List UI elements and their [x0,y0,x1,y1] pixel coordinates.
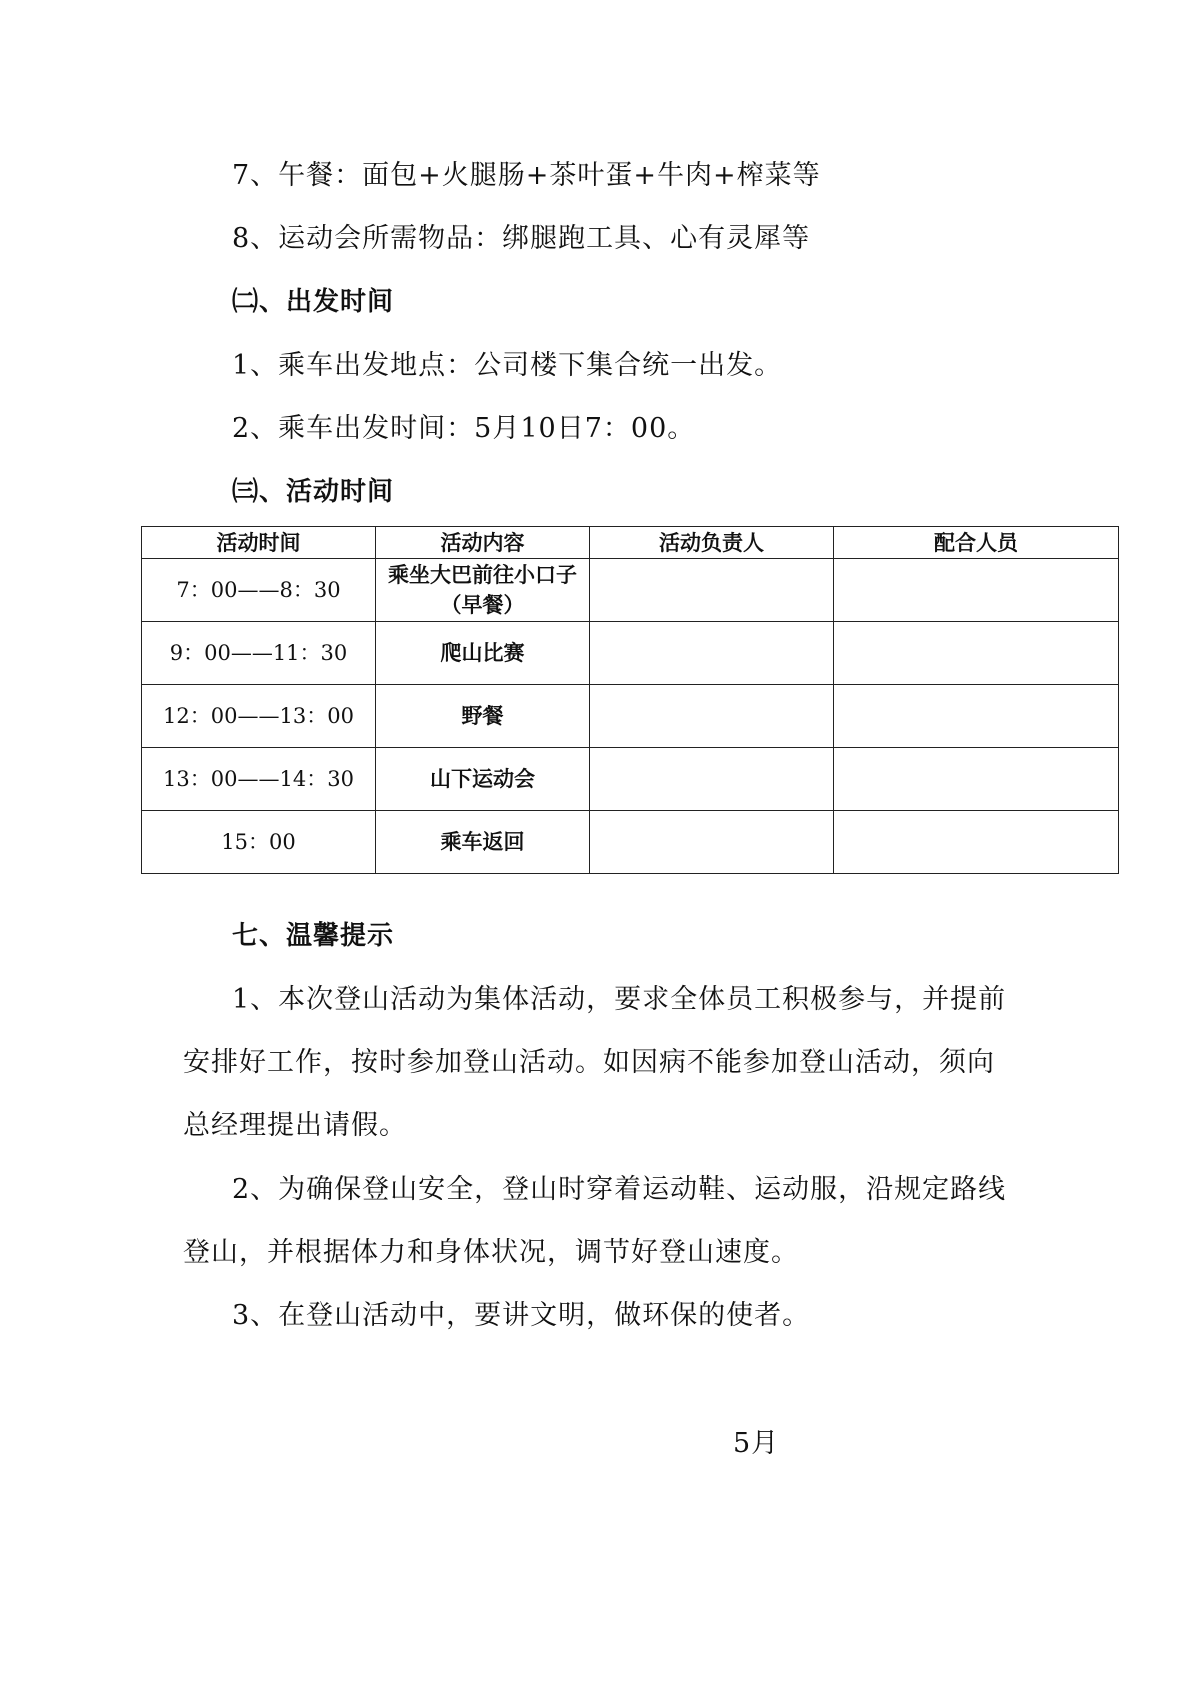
tip1-line3: 总经理提出请假。 [183,1110,407,1141]
row-content: 野餐 [376,685,590,748]
row-time: 15：00 [142,811,376,874]
row-support [834,811,1119,874]
header-time: 活动时间 [142,527,376,559]
row-time: 9：00——11：30 [142,622,376,685]
row-support [834,748,1119,811]
tip1-line1: 1、本次登山活动为集体活动，要求全体员工积极参与，并提前 [232,984,1007,1015]
row-lead [590,559,834,622]
table-row [142,748,1119,811]
row-content: 山下运动会 [376,748,590,811]
row-time: 7：00——8：30 [142,559,376,622]
activity-schedule-table [141,526,1119,874]
sports-supplies-item: 8、运动会所需物品：绑腿跑工具、心有灵犀等 [232,223,811,254]
row-lead [590,685,834,748]
tip3-line1: 3、在登山活动中，要讲文明，做环保的使者。 [232,1300,811,1331]
row-lead [590,748,834,811]
table-row [142,622,1119,685]
table-row [142,811,1119,874]
tip2-line2: 登山，并根据体力和身体状况，调节好登山速度。 [183,1237,799,1268]
row-content: 爬山比赛 [376,622,590,685]
departure-time: 2、乘车出发时间：5月10日7：00。 [232,413,696,444]
header-content: 活动内容 [376,527,590,559]
table-row [142,685,1119,748]
tip1-line2: 安排好工作，按时参加登山活动。如因病不能参加登山活动，须向 [183,1047,995,1078]
table-row [142,559,1119,622]
header-support: 配合人员 [834,527,1119,559]
row-lead [590,622,834,685]
row-content: 乘车返回 [376,811,590,874]
tip2-line1: 2、为确保登山安全，登山时穿着运动鞋、运动服，沿规定路线 [232,1174,1007,1205]
departure-location: 1、乘车出发地点：公司楼下集合统一出发。 [232,350,783,381]
row-support [834,685,1119,748]
departure-heading: ㈡、出发时间 [232,287,395,317]
table-header-row [142,527,1119,559]
row-lead [590,811,834,874]
row-time: 12：00——13：00 [142,685,376,748]
row-support [834,622,1119,685]
tips-heading: 七、温馨提示 [232,921,395,951]
footer-date: 5月 [733,1428,780,1459]
row-time: 13：00——14：30 [142,748,376,811]
activity-heading: ㈢、活动时间 [232,477,395,507]
row-content: 乘坐大巴前往小口子（早餐） [376,559,590,622]
lunch-item: 7、午餐：面包+火腿肠+茶叶蛋+牛肉+榨菜等 [232,160,821,191]
header-lead: 活动负责人 [590,527,834,559]
row-support [834,559,1119,622]
